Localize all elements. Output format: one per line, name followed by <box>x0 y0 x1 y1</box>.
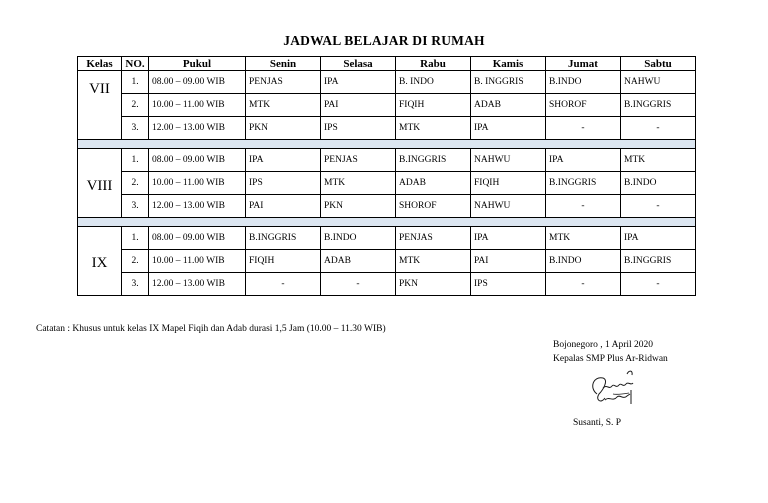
cell-sabtu: B.INDO <box>621 172 696 195</box>
separator-band <box>78 140 696 149</box>
cell-rabu: B. INDO <box>396 71 471 94</box>
cell-senin: PKN <box>246 117 321 140</box>
cell-jumat: SHOROF <box>546 94 621 117</box>
row-no: 1. <box>122 227 149 250</box>
separator-band <box>78 218 696 227</box>
cell-jumat: - <box>546 117 621 140</box>
cell-selasa: - <box>321 273 396 296</box>
signature-role: Kepalas SMP Plus Ar-Ridwan <box>553 354 668 364</box>
cell-selasa: IPS <box>321 117 396 140</box>
cell-rabu: ADAB <box>396 172 471 195</box>
kelas-cell-ix <box>78 227 122 296</box>
cell-senin: IPA <box>246 149 321 172</box>
cell-sabtu: - <box>621 273 696 296</box>
row-no: 2. <box>122 94 149 117</box>
cell-rabu: B.INGGRIS <box>396 149 471 172</box>
cell-senin: FIQIH <box>246 250 321 273</box>
table-row <box>78 172 696 195</box>
cell-kamis: NAHWU <box>471 195 546 218</box>
table-header-row <box>78 57 696 71</box>
row-no: 3. <box>122 117 149 140</box>
row-no: 3. <box>122 195 149 218</box>
row-pukul: 08.00 – 09.00 WIB <box>149 227 246 250</box>
header-pukul: Pukul <box>149 57 246 71</box>
table-row <box>78 94 696 117</box>
kelas-cell-viii <box>78 149 122 218</box>
header-sabtu: Sabtu <box>621 57 696 71</box>
cell-senin: PENJAS <box>246 71 321 94</box>
row-pukul: 10.00 – 11.00 WIB <box>149 94 246 117</box>
header-kamis: Kamis <box>471 57 546 71</box>
cell-senin: B.INGGRIS <box>246 227 321 250</box>
cell-sabtu: NAHWU <box>621 71 696 94</box>
row-pukul: 08.00 – 09.00 WIB <box>149 149 246 172</box>
cell-sabtu: IPA <box>621 227 696 250</box>
cell-kamis: NAHWU <box>471 149 546 172</box>
cell-jumat: B.INGGRIS <box>546 172 621 195</box>
header-senin: Senin <box>246 57 321 71</box>
table-row <box>78 273 696 296</box>
cell-rabu: FIQIH <box>396 94 471 117</box>
cell-selasa: PKN <box>321 195 396 218</box>
cell-selasa: PENJAS <box>321 149 396 172</box>
cell-rabu: PENJAS <box>396 227 471 250</box>
cell-rabu: MTK <box>396 250 471 273</box>
row-no: 2. <box>122 250 149 273</box>
row-pukul: 10.00 – 11.00 WIB <box>149 172 246 195</box>
document-title: JADWAL BELAJAR DI RUMAH <box>283 33 485 48</box>
table-row <box>78 227 696 250</box>
cell-jumat: IPA <box>546 149 621 172</box>
signature-place-date: Bojonegoro , 1 April 2020 <box>553 340 654 350</box>
cell-senin: MTK <box>246 94 321 117</box>
cell-selasa: IPA <box>321 71 396 94</box>
table-row <box>78 195 696 218</box>
separator-row <box>78 218 696 227</box>
cell-rabu: MTK <box>396 117 471 140</box>
row-pukul: 12.00 – 13.00 WIB <box>149 117 246 140</box>
separator-row <box>78 140 696 149</box>
row-pukul: 12.00 – 13.00 WIB <box>149 273 246 296</box>
row-no: 3. <box>122 273 149 296</box>
header-rabu: Rabu <box>396 57 471 71</box>
cell-kamis: IPA <box>471 227 546 250</box>
cell-rabu: SHOROF <box>396 195 471 218</box>
header-selasa: Selasa <box>321 57 396 71</box>
cell-sabtu: B.INGGRIS <box>621 94 696 117</box>
cell-senin: - <box>246 273 321 296</box>
cell-kamis: B. INGGRIS <box>471 71 546 94</box>
cell-kamis: FIQIH <box>471 172 546 195</box>
header-no: NO. <box>122 57 149 71</box>
row-pukul: 12.00 – 13.00 WIB <box>149 195 246 218</box>
cell-sabtu: MTK <box>621 149 696 172</box>
row-pukul: 08.00 – 09.00 WIB <box>149 71 246 94</box>
cell-selasa: MTK <box>321 172 396 195</box>
table-row <box>78 117 696 140</box>
kelas-label: VII <box>89 81 110 97</box>
cell-jumat: B.INDO <box>546 71 621 94</box>
cell-jumat: - <box>546 195 621 218</box>
header-kelas: Kelas <box>78 57 122 71</box>
row-no: 1. <box>122 71 149 94</box>
cell-kamis: IPS <box>471 273 546 296</box>
cell-sabtu: B.INGGRIS <box>621 250 696 273</box>
cell-jumat: MTK <box>546 227 621 250</box>
kelas-label: IX <box>91 255 108 271</box>
cell-selasa: B.INDO <box>321 227 396 250</box>
cell-sabtu: - <box>621 195 696 218</box>
cell-selasa: PAI <box>321 94 396 117</box>
cell-sabtu: - <box>621 117 696 140</box>
table-row <box>78 149 696 172</box>
cell-senin: PAI <box>246 195 321 218</box>
cell-rabu: PKN <box>396 273 471 296</box>
table-row <box>78 71 696 94</box>
row-no: 1. <box>122 149 149 172</box>
kelas-cell-vii <box>78 71 122 140</box>
kelas-label: VIII <box>86 178 113 194</box>
table-row <box>78 250 696 273</box>
handwritten-signature <box>583 364 643 410</box>
row-no: 2. <box>122 172 149 195</box>
cell-senin: IPS <box>246 172 321 195</box>
cell-kamis: PAI <box>471 250 546 273</box>
header-jumat: Jumat <box>546 57 621 71</box>
cell-jumat: B.INDO <box>546 250 621 273</box>
schedule-table <box>77 56 696 296</box>
cell-kamis: IPA <box>471 117 546 140</box>
cell-jumat: - <box>546 273 621 296</box>
row-pukul: 10.00 – 11.00 WIB <box>149 250 246 273</box>
cell-selasa: ADAB <box>321 250 396 273</box>
signature-name: Susanti, S. P <box>573 418 622 428</box>
note-text: Catatan : Khusus untuk kelas IX Mapel Fiqih dan Adab durasi 1,5 Jam (10.00 – 11.30 WIB) <box>36 324 386 334</box>
cell-kamis: ADAB <box>471 94 546 117</box>
